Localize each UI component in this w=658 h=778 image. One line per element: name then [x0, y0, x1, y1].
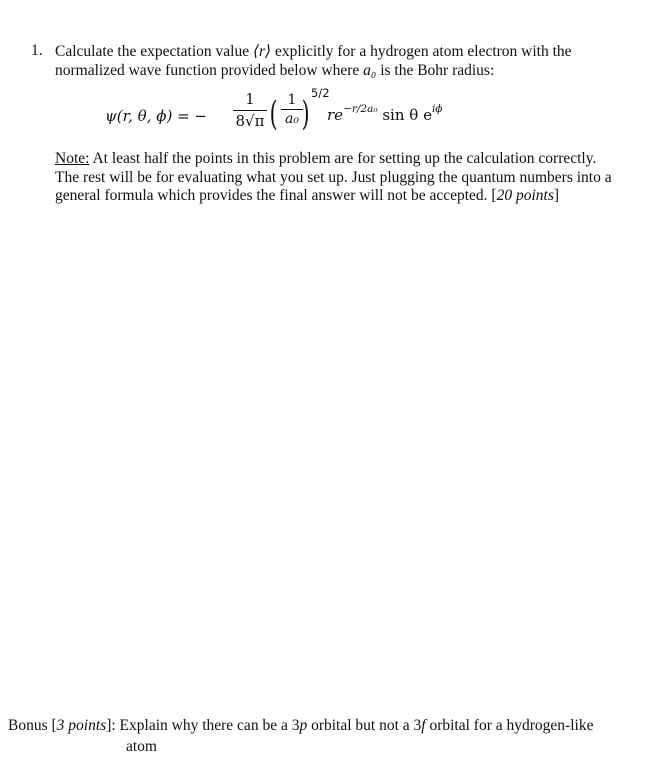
- question-number: 1.: [31, 42, 43, 59]
- question-text-line-1: Calculate the expectation value ⟨r⟩ explicitly for a hydrogen atom electron with the: [55, 43, 572, 60]
- normalization-fraction: 1 8√π: [233, 90, 267, 130]
- left-paren: (: [269, 94, 278, 134]
- exponent-five-halves: 5/2: [311, 86, 330, 100]
- points-value: 20 points: [496, 187, 554, 204]
- expectation-r: ⟨r⟩: [252, 43, 272, 60]
- note-line-3: general formula which provides the final answer will not be accepted. [20 points]: [55, 187, 560, 204]
- note-line-2: The rest will be for evaluating what you set up. Just plugging the quantum numbers into a: [55, 169, 612, 186]
- note-line-1: Note: At least half the points in this problem are for setting up the calculation correctly.: [55, 150, 597, 167]
- bohr-radius-symbol: a₀: [363, 62, 377, 79]
- inverse-bohr-fraction: 1 a₀: [281, 92, 303, 127]
- right-paren: ): [301, 94, 310, 134]
- bonus-line-1: Bonus [3 points]: Explain why there can be a 3p orbital but not a 3f orbital for a hydrogen-like: [8, 717, 594, 734]
- question-text-line-2: normalized wave function provided below where a₀ is the Bohr radius:: [55, 62, 495, 79]
- wave-function-equation: [105, 88, 585, 144]
- bonus-line-2: atom: [126, 738, 157, 755]
- equation-lhs: ψ(r, θ, ϕ) = −: [105, 107, 207, 125]
- note-label: Note:: [55, 150, 90, 167]
- radial-angular-part: $re^{-r/2a_0}$ sin θ $e^{i\phi}$: [327, 103, 443, 124]
